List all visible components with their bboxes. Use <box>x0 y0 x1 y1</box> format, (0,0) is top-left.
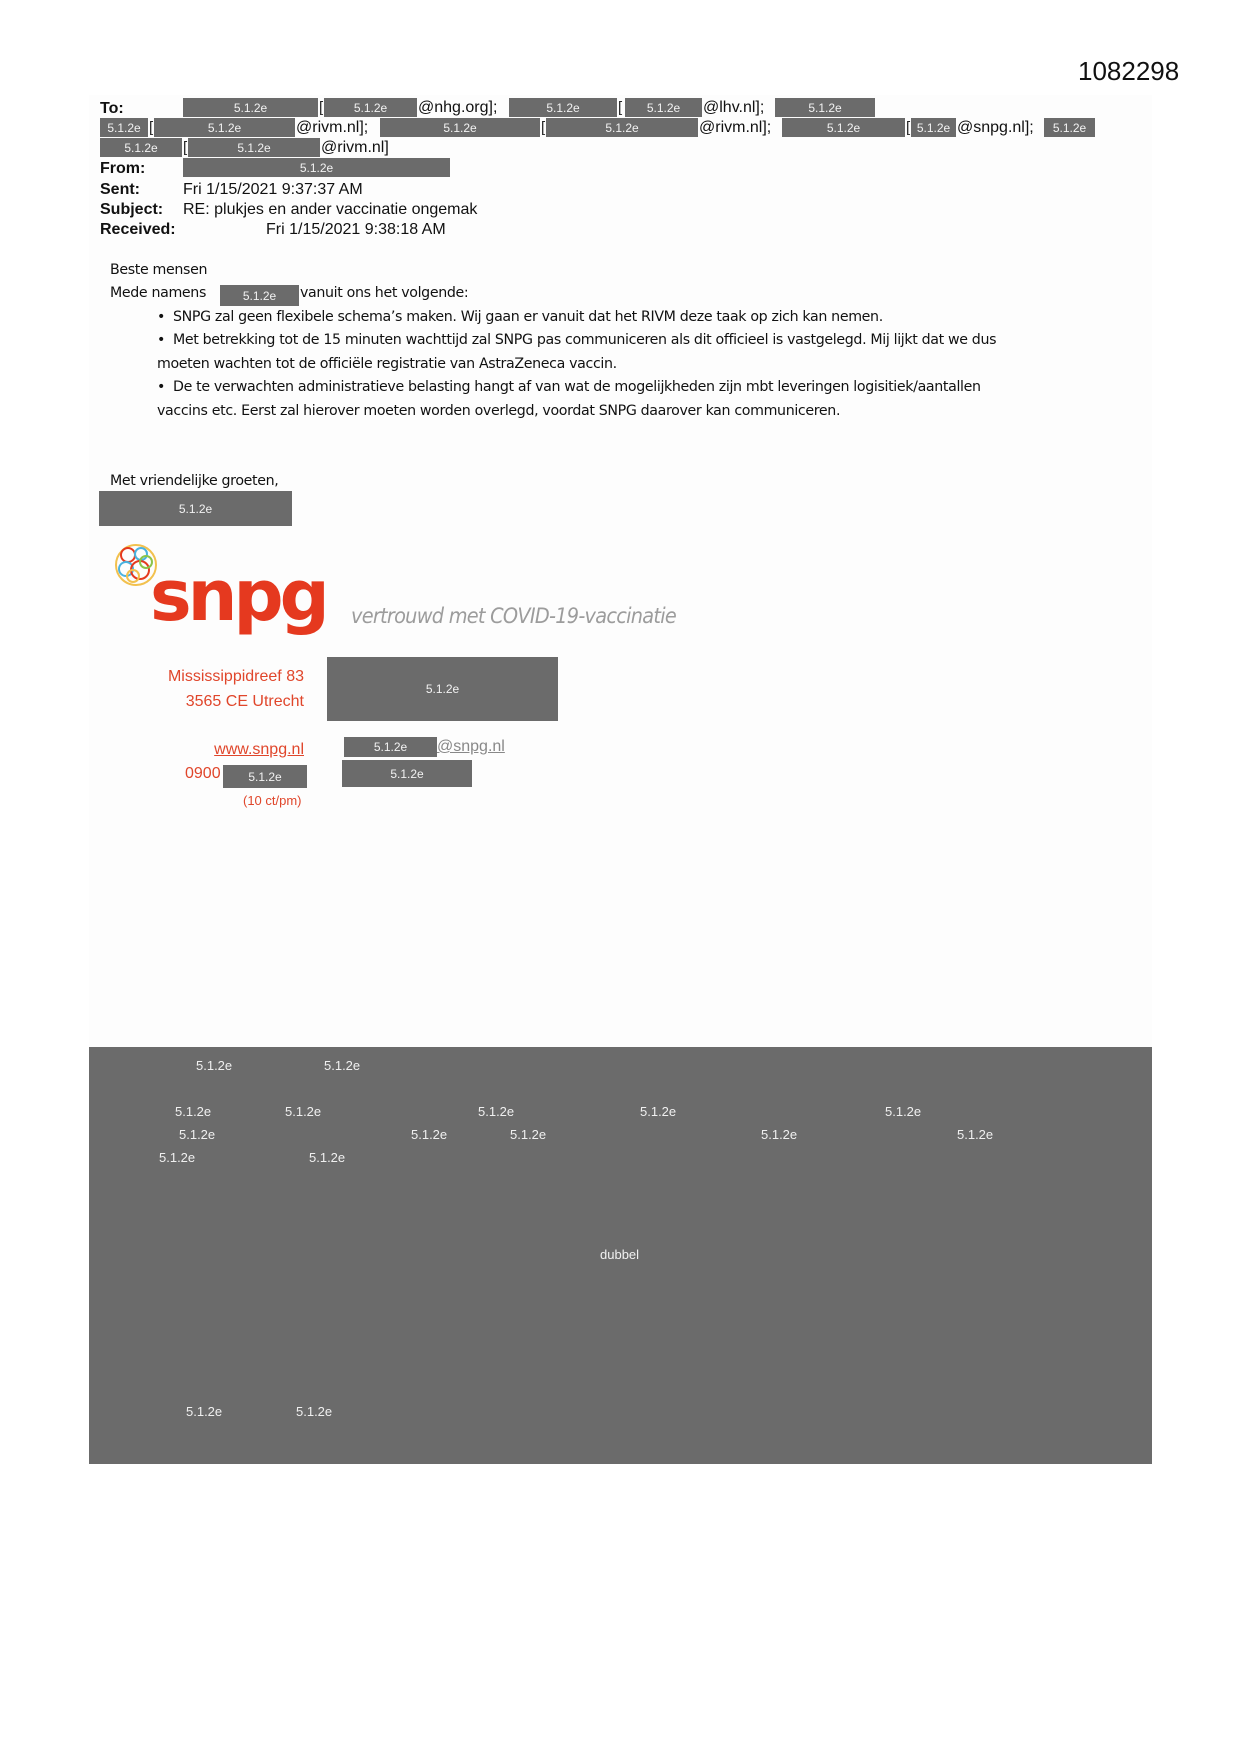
redaction: 5.1.2e <box>327 657 558 721</box>
to-address-domain: @lhv.nl]; <box>703 99 765 116</box>
bullet-text: Met betrekking tot de 15 minuten wachttijd zal SNPG pas communiceren als dit officieel is vastgelegd. Mij lijkt dat we dus <box>173 332 997 348</box>
redaction-label: 5.1.2e <box>175 1104 212 1119</box>
greeting: Beste mensen <box>110 262 208 278</box>
bracket: [ <box>906 119 911 136</box>
bullet-text: SNPG zal geen flexibele schema’s maken. Wij gaan er vanuit dat het RIVM deze taak op zich kan nemen. <box>173 309 883 325</box>
redaction: 5.1.2e <box>220 285 299 306</box>
to-address-domain: @rivm.nl]; <box>699 119 772 136</box>
redaction: 5.1.2e <box>324 98 417 117</box>
address-line-2: 3565 CE Utrecht <box>185 693 304 710</box>
to-address-domain: @snpg.nl]; <box>957 119 1034 136</box>
phone-prefix: 0900 <box>185 765 221 782</box>
redaction-label: 5.1.2e <box>296 1404 333 1419</box>
redaction-label: 5.1.2e <box>309 1150 346 1165</box>
redaction: 5.1.2e <box>223 765 307 788</box>
to-address-domain: @nhg.org]; <box>418 99 498 116</box>
redaction-label: 5.1.2e <box>411 1127 448 1142</box>
phone-rate: (10 ct/pm) <box>243 793 302 808</box>
redaction-label: 5.1.2e <box>324 1058 361 1073</box>
redaction-label: 5.1.2e <box>186 1404 223 1419</box>
to-address-domain: @rivm.nl] <box>321 139 389 156</box>
bullet-icon: • <box>157 332 166 348</box>
received-value: Fri 1/15/2021 9:38:18 AM <box>266 221 446 238</box>
redaction-label: 5.1.2e <box>478 1104 515 1119</box>
redaction: 5.1.2e <box>782 118 905 137</box>
sent-value: Fri 1/15/2021 9:37:37 AM <box>183 181 363 198</box>
sender-name-redaction: 5.1.2e <box>99 491 292 526</box>
tagline: vertrouwd met COVID-19-vaccinatie <box>351 604 677 628</box>
redaction: 5.1.2e <box>625 98 702 117</box>
subject-value: RE: plukjes en ander vaccinatie ongemak <box>183 201 478 218</box>
bullet-icon: • <box>157 309 166 325</box>
redaction: 5.1.2e <box>183 98 318 117</box>
document-number: 1082298 <box>1078 56 1180 86</box>
redaction: 5.1.2e <box>100 118 148 137</box>
redaction: 5.1.2e <box>342 760 472 787</box>
redaction: 5.1.2e <box>509 98 617 117</box>
from-redaction: 5.1.2e <box>183 158 450 177</box>
bracket: [ <box>149 119 154 136</box>
sent-label: Sent: <box>100 181 140 198</box>
bullet-text: De te verwachten administratieve belasting hangt af van wat de mogelijkheden zijn mbt leveringen logisitiek/aantallen <box>173 379 981 395</box>
bullet-continuation: moeten wachten tot de officiële registratie van AstraZeneca vaccin. <box>157 356 617 372</box>
website-link[interactable]: www.snpg.nl <box>214 741 304 758</box>
redaction-label: 5.1.2e <box>179 1127 216 1142</box>
email-link[interactable]: @snpg.nl <box>437 738 505 755</box>
redaction: 5.1.2e <box>380 118 540 137</box>
bullet-item <box>157 379 981 395</box>
redaction-label: 5.1.2e <box>196 1058 233 1073</box>
redaction-label: 5.1.2e <box>957 1127 994 1142</box>
redaction-center-label: dubbel <box>600 1247 640 1262</box>
bullet-item <box>157 332 996 348</box>
redacted-content-block <box>89 1047 1152 1464</box>
redaction: 5.1.2e <box>911 118 956 137</box>
subject-label: Subject: <box>100 201 164 218</box>
redaction: 5.1.2e <box>188 138 320 157</box>
closing: Met vriendelijke groeten, <box>110 473 279 489</box>
redaction: 5.1.2e <box>1044 118 1095 137</box>
to-label: To: <box>100 100 124 117</box>
bullet-icon: • <box>157 379 166 395</box>
redaction: 5.1.2e <box>546 118 698 137</box>
redaction: 5.1.2e <box>344 737 437 757</box>
bullet-item <box>157 309 883 325</box>
received-label: Received: <box>100 221 176 238</box>
bracket: [ <box>319 99 324 116</box>
to-address-domain: @rivm.nl]; <box>296 119 369 136</box>
from-label: From: <box>100 160 146 177</box>
redaction: 5.1.2e <box>100 138 182 157</box>
redaction-label: 5.1.2e <box>159 1150 196 1165</box>
bracket: [ <box>541 119 546 136</box>
bracket: [ <box>618 99 623 116</box>
intro-after: vanuit ons het volgende: <box>300 285 469 301</box>
redaction-label: 5.1.2e <box>640 1104 677 1119</box>
redaction: 5.1.2e <box>154 118 295 137</box>
bullet-continuation: vaccins etc. Eerst zal hierover moeten worden overlegd, voordat SNPG daarover kan communiceren. <box>157 403 841 419</box>
address-line-1: Mississippidreef 83 <box>167 668 304 685</box>
snpg-logo: snpg <box>150 555 326 637</box>
intro-before: Mede namens <box>110 285 206 301</box>
redaction: 5.1.2e <box>775 98 875 117</box>
redaction-label: 5.1.2e <box>285 1104 322 1119</box>
redaction-label: 5.1.2e <box>761 1127 798 1142</box>
redaction-label: 5.1.2e <box>885 1104 922 1119</box>
bracket: [ <box>183 139 188 156</box>
redaction-label: 5.1.2e <box>510 1127 547 1142</box>
